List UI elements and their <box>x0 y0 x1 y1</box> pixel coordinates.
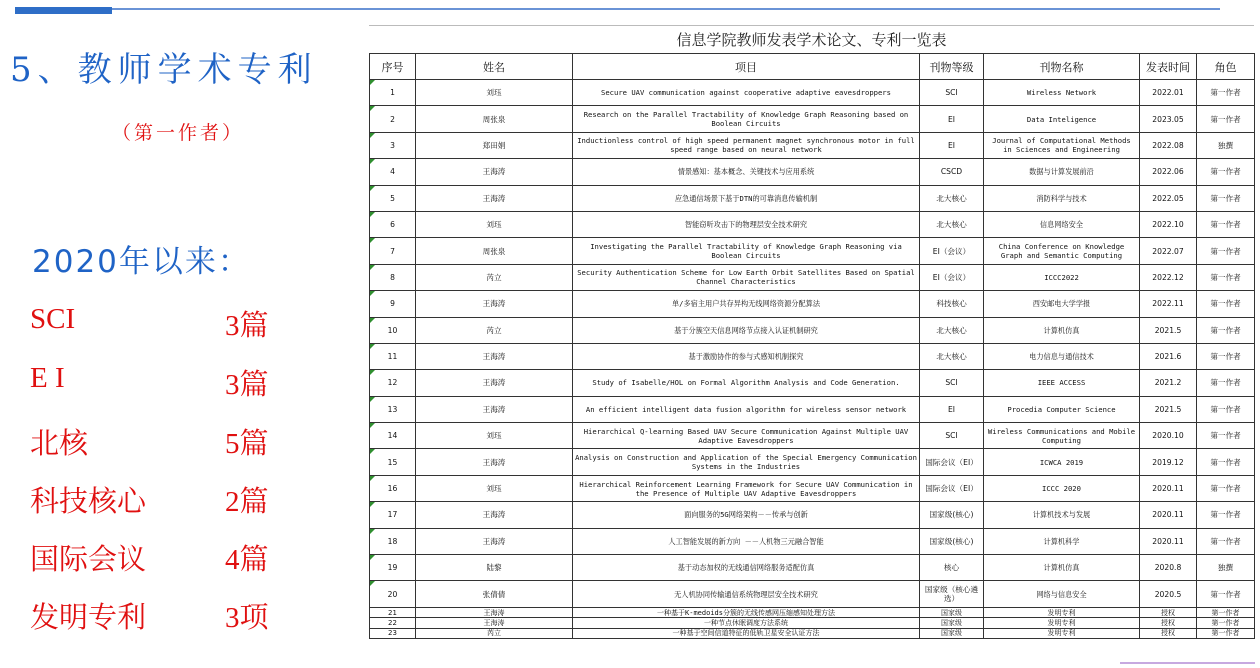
cell-level: 国家级(核心) <box>920 528 984 554</box>
cell-name: 刘珏 <box>416 423 573 449</box>
cell-date: 2021.2 <box>1140 370 1197 396</box>
cell-index: 7 <box>370 238 416 264</box>
cell-date: 2020.10 <box>1140 423 1197 449</box>
table-row <box>370 528 1255 554</box>
cell-index: 8 <box>370 264 416 290</box>
table-row <box>370 628 1255 638</box>
cell-date: 2022.12 <box>1140 264 1197 290</box>
cell-role: 第一作者 <box>1197 343 1255 369</box>
col-header-date: 发表时间 <box>1140 54 1197 80</box>
cell-level: 国家级(核心) <box>920 502 984 528</box>
cell-journal: 信息网络安全 <box>984 211 1140 237</box>
cell-project: 基于动态加权的无线通信网络服务适配仿真 <box>573 555 920 581</box>
cell-role: 第一作者 <box>1197 264 1255 290</box>
cell-index: 16 <box>370 475 416 501</box>
cell-level: 北大核心 <box>920 317 984 343</box>
cell-level: CSCD <box>920 159 984 185</box>
cell-role: 第一作者 <box>1197 80 1255 106</box>
cell-level: EI <box>920 396 984 422</box>
cell-project: Hierarchical Q-learning Based UAV Secure Communication Against Multiple UAV Adaptive Eavesdroppers <box>573 423 920 449</box>
cell-journal: 电力信息与通信技术 <box>984 343 1140 369</box>
cell-level: EI（会议） <box>920 238 984 264</box>
cell-role: 第一作者 <box>1197 159 1255 185</box>
cell-index: 9 <box>370 291 416 317</box>
cell-project: Investigating the Parallel Tractability of Knowledge Graph Reasoning via Boolean Circuits <box>573 238 920 264</box>
stat-label-ei: E I <box>30 362 65 394</box>
spreadsheet-table <box>369 25 1254 648</box>
cell-role: 第一作者 <box>1197 291 1255 317</box>
cell-project: Analysis on Construction and Application of the Special Emergency Communication Systems in the Industries <box>573 449 920 475</box>
top-accent-bar <box>15 7 112 14</box>
cell-level: 北大核心 <box>920 343 984 369</box>
col-header-level: 刊物等级 <box>920 54 984 80</box>
cell-project: 应急通信场景下基于DTN的可靠消息传输机制 <box>573 185 920 211</box>
cell-date: 授权 <box>1140 607 1197 617</box>
stat-value-intl-conf: 4篇 <box>225 544 269 576</box>
cell-date: 2022.10 <box>1140 211 1197 237</box>
table-row <box>370 238 1255 264</box>
table-row <box>370 132 1255 158</box>
cell-date: 2022.07 <box>1140 238 1197 264</box>
cell-level: SCI <box>920 80 984 106</box>
cell-name: 周张泉 <box>416 106 573 132</box>
cell-project: 单/多宿主用户共存异构无线网络资源分配算法 <box>573 291 920 317</box>
cell-name: 王海涛 <box>416 291 573 317</box>
publications-table <box>369 53 1255 639</box>
cell-name: 刘珏 <box>416 211 573 237</box>
cell-name: 芮立 <box>416 264 573 290</box>
cell-level: EI <box>920 132 984 158</box>
cell-journal: 网络与信息安全 <box>984 581 1140 607</box>
bottom-decor-line <box>1120 662 1255 664</box>
table-header-row <box>370 54 1255 80</box>
cell-project: 一种节点休眠调度方法系统 <box>573 618 920 628</box>
cell-name: 芮立 <box>416 317 573 343</box>
table-row <box>370 159 1255 185</box>
cell-level: EI <box>920 106 984 132</box>
stat-value-patent: 3项 <box>225 602 269 634</box>
cell-role: 第一作者 <box>1197 423 1255 449</box>
cell-date: 2020.11 <box>1140 502 1197 528</box>
col-header-journal: 刊物名称 <box>984 54 1140 80</box>
cell-role: 第一作者 <box>1197 238 1255 264</box>
cell-project: 智能窃听攻击下的物理层安全技术研究 <box>573 211 920 237</box>
cell-journal: China Conference on Knowledge Graph and Semantic Computing <box>984 238 1140 264</box>
cell-level: 北大核心 <box>920 211 984 237</box>
cell-project: Secure UAV communication against cooperative adaptive eavesdroppers <box>573 80 920 106</box>
stat-label-beihe: 北核 <box>30 428 89 460</box>
cell-role: 第一作者 <box>1197 106 1255 132</box>
cell-date: 2019.12 <box>1140 449 1197 475</box>
cell-project: An efficient intelligent data fusion algorithm for wireless sensor network <box>573 396 920 422</box>
cell-role: 第一作者 <box>1197 628 1255 638</box>
cell-journal: 计算机仿真 <box>984 555 1140 581</box>
cell-journal: Wireless Communications and Mobile Computing <box>984 423 1140 449</box>
stat-label-patent: 发明专利 <box>30 602 147 634</box>
cell-project: Inductionless control of high speed permanent magnet synchronous motor in full speed range based on neural network <box>573 132 920 158</box>
stat-value-sci: 3篇 <box>225 310 269 342</box>
cell-level: 北大核心 <box>920 185 984 211</box>
cell-role: 第一作者 <box>1197 607 1255 617</box>
cell-index: 22 <box>370 618 416 628</box>
table-row <box>370 185 1255 211</box>
table-row <box>370 475 1255 501</box>
cell-journal: ICCC2022 <box>984 264 1140 290</box>
cell-date: 2020.8 <box>1140 555 1197 581</box>
cell-name: 郑田娟 <box>416 132 573 158</box>
cell-index: 10 <box>370 317 416 343</box>
cell-role: 第一作者 <box>1197 475 1255 501</box>
cell-project: 人工智能发展的新方向 －－人机物三元融合智能 <box>573 528 920 554</box>
cell-project: Research on the Parallel Tractability of Knowledge Graph Reasoning based on Boolean Circuits <box>573 106 920 132</box>
cell-level: 国际会议（EI） <box>920 475 984 501</box>
cell-index: 1 <box>370 80 416 106</box>
cell-role: 第一作者 <box>1197 502 1255 528</box>
cell-journal: 发明专利 <box>984 628 1140 638</box>
table-row <box>370 264 1255 290</box>
cell-index: 5 <box>370 185 416 211</box>
cell-name: 王海涛 <box>416 343 573 369</box>
cell-role: 第一作者 <box>1197 528 1255 554</box>
cell-index: 2 <box>370 106 416 132</box>
cell-name: 张倩倩 <box>416 581 573 607</box>
cell-date: 2021.5 <box>1140 317 1197 343</box>
col-header-index: 序号 <box>370 54 416 80</box>
cell-date: 2023.05 <box>1140 106 1197 132</box>
cell-name: 王海涛 <box>416 502 573 528</box>
cell-journal: 计算机仿真 <box>984 317 1140 343</box>
cell-index: 15 <box>370 449 416 475</box>
cell-role: 第一作者 <box>1197 185 1255 211</box>
table-row <box>370 555 1255 581</box>
cell-journal: 消防科学与技术 <box>984 185 1140 211</box>
cell-date: 2022.01 <box>1140 80 1197 106</box>
table-row <box>370 581 1255 607</box>
cell-role: 第一作者 <box>1197 370 1255 396</box>
cell-date: 2021.6 <box>1140 343 1197 369</box>
table-title: 信息学院教师发表学术论文、专利一览表 <box>369 25 1254 54</box>
table-row <box>370 211 1255 237</box>
cell-journal: Journal of Computational Methods in Sciences and Engineering <box>984 132 1140 158</box>
cell-name: 芮立 <box>416 628 573 638</box>
cell-level: 国家级 <box>920 607 984 617</box>
cell-index: 3 <box>370 132 416 158</box>
cell-project: Security Authentication Scheme for Low Earth Orbit Satellites Based on Spatial Channel Characteristics <box>573 264 920 290</box>
table-body <box>370 80 1255 639</box>
cell-role: 独撰 <box>1197 132 1255 158</box>
cell-journal: 数据与计算发展前沿 <box>984 159 1140 185</box>
cell-journal: Wireless Network <box>984 80 1140 106</box>
stat-value-ei: 3篇 <box>225 369 269 401</box>
cell-role: 第一作者 <box>1197 449 1255 475</box>
cell-journal: 计算机科学 <box>984 528 1140 554</box>
table-row <box>370 370 1255 396</box>
cell-index: 18 <box>370 528 416 554</box>
cell-index: 14 <box>370 423 416 449</box>
cell-project: 无人机协同传输通信系统物理层安全技术研究 <box>573 581 920 607</box>
cell-journal: 发明专利 <box>984 618 1140 628</box>
cell-date: 2020.11 <box>1140 475 1197 501</box>
cell-name: 刘珏 <box>416 475 573 501</box>
cell-role: 第一作者 <box>1197 317 1255 343</box>
cell-index: 19 <box>370 555 416 581</box>
table-row <box>370 317 1255 343</box>
cell-name: 王海涛 <box>416 370 573 396</box>
top-divider-line <box>15 8 1220 10</box>
cell-name: 周张泉 <box>416 238 573 264</box>
table-row <box>370 80 1255 106</box>
cell-level: 科技核心 <box>920 291 984 317</box>
cell-project: 一种基于空间信道特征的低轨卫星安全认证方法 <box>573 628 920 638</box>
cell-index: 4 <box>370 159 416 185</box>
col-header-project: 项目 <box>573 54 920 80</box>
stat-label-sci: SCI <box>30 303 76 335</box>
cell-date: 2022.05 <box>1140 185 1197 211</box>
cell-role: 第一作者 <box>1197 396 1255 422</box>
cell-name: 王海涛 <box>416 528 573 554</box>
cell-name: 王海涛 <box>416 185 573 211</box>
cell-name: 王海涛 <box>416 618 573 628</box>
cell-journal: 西安邮电大学学报 <box>984 291 1140 317</box>
cell-index: 6 <box>370 211 416 237</box>
cell-journal: IEEE ACCESS <box>984 370 1140 396</box>
cell-index: 13 <box>370 396 416 422</box>
table-row <box>370 502 1255 528</box>
cell-journal: 计算机技术与发展 <box>984 502 1140 528</box>
cell-name: 王海涛 <box>416 159 573 185</box>
cell-name: 王海涛 <box>416 396 573 422</box>
slide-subheading: （第一作者） <box>112 122 245 144</box>
stat-value-tech-core: 2篇 <box>225 486 269 518</box>
col-header-role: 角色 <box>1197 54 1255 80</box>
cell-journal: Data Inteligence <box>984 106 1140 132</box>
cell-name: 陆黎 <box>416 555 573 581</box>
cell-project: Hierarchical Reinforcement Learning Framework for Secure UAV Communication in the Presence of Multiple UAV Adaptive Eavesdroppers <box>573 475 920 501</box>
table-row <box>370 343 1255 369</box>
since-label: 2020年以来： <box>32 244 251 280</box>
cell-role: 第一作者 <box>1197 211 1255 237</box>
cell-date: 2020.11 <box>1140 528 1197 554</box>
table-row <box>370 291 1255 317</box>
cell-project: Study of Isabelle/HOL on Formal Algorithm Analysis and Code Generation. <box>573 370 920 396</box>
cell-name: 刘珏 <box>416 80 573 106</box>
cell-level: 国家级（核心遴选） <box>920 581 984 607</box>
cell-project: 基于激励协作的参与式感知机制探究 <box>573 343 920 369</box>
cell-level: SCI <box>920 370 984 396</box>
cell-role: 第一作者 <box>1197 618 1255 628</box>
stat-value-beihe: 5篇 <box>225 428 269 460</box>
cell-index: 21 <box>370 607 416 617</box>
cell-name: 王海涛 <box>416 449 573 475</box>
stat-label-intl-conf: 国际会议 <box>30 544 147 576</box>
table-row <box>370 607 1255 617</box>
cell-index: 12 <box>370 370 416 396</box>
cell-level: SCI <box>920 423 984 449</box>
cell-level: 核心 <box>920 555 984 581</box>
cell-role: 独撰 <box>1197 555 1255 581</box>
table-row <box>370 396 1255 422</box>
col-header-name: 姓名 <box>416 54 573 80</box>
cell-date: 授权 <box>1140 618 1197 628</box>
table-row <box>370 618 1255 628</box>
cell-date: 2021.5 <box>1140 396 1197 422</box>
cell-date: 2022.11 <box>1140 291 1197 317</box>
cell-journal: ICWCA 2019 <box>984 449 1140 475</box>
cell-name: 王海涛 <box>416 607 573 617</box>
cell-index: 23 <box>370 628 416 638</box>
cell-journal: 发明专利 <box>984 607 1140 617</box>
slide-heading: 5、教师学术专利 <box>10 50 318 90</box>
cell-project: 情景感知：基本概念、关键技术与应用系统 <box>573 159 920 185</box>
cell-role: 第一作者 <box>1197 581 1255 607</box>
cell-index: 17 <box>370 502 416 528</box>
cell-journal: Procedia Computer Science <box>984 396 1140 422</box>
cell-date: 2022.06 <box>1140 159 1197 185</box>
cell-index: 20 <box>370 581 416 607</box>
table-row <box>370 106 1255 132</box>
cell-date: 2022.08 <box>1140 132 1197 158</box>
cell-project: 基于分簇空天信息网络节点接入认证机制研究 <box>573 317 920 343</box>
stat-label-tech-core: 科技核心 <box>30 486 147 518</box>
table-row <box>370 423 1255 449</box>
cell-project: 面向服务的5G网络架构－－传承与创新 <box>573 502 920 528</box>
cell-level: 国家级 <box>920 628 984 638</box>
cell-level: EI（会议） <box>920 264 984 290</box>
cell-level: 国家级 <box>920 618 984 628</box>
cell-project: 一种基于K-medoids分簇的无线传感网压缩感知处理方法 <box>573 607 920 617</box>
cell-date: 2020.5 <box>1140 581 1197 607</box>
cell-journal: ICCC 2020 <box>984 475 1140 501</box>
cell-date: 授权 <box>1140 628 1197 638</box>
cell-index: 11 <box>370 343 416 369</box>
table-row <box>370 449 1255 475</box>
cell-level: 国际会议（EI） <box>920 449 984 475</box>
